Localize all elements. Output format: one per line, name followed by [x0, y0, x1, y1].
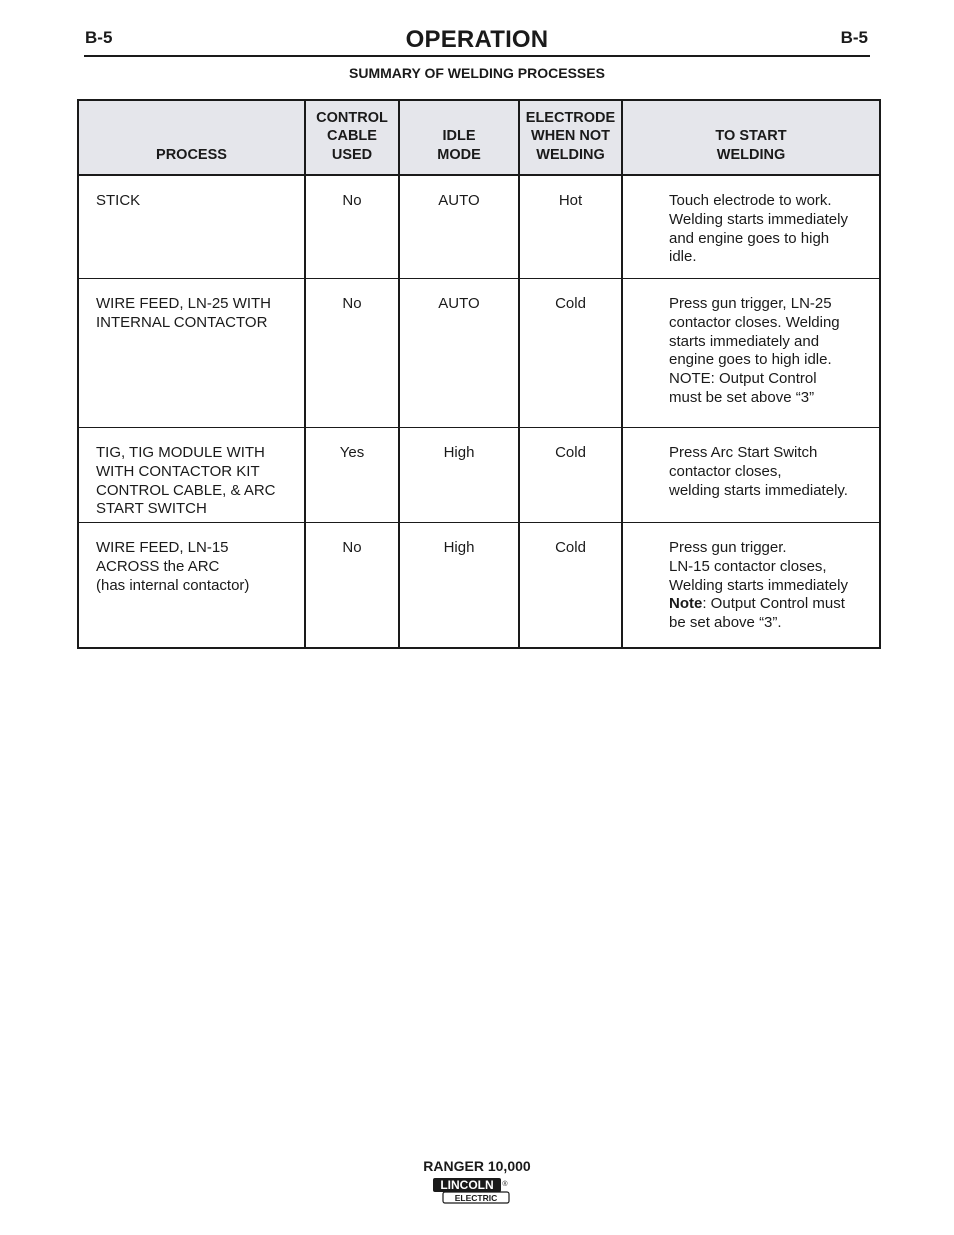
- control-cable-cell: No: [305, 175, 399, 279]
- process-cell: STICK: [78, 175, 305, 279]
- idle-mode-cell: AUTO: [399, 279, 519, 428]
- to-start-cell: Press Arc Start Switch contactor closes, welding starts immediately.: [622, 428, 880, 523]
- table-row: [78, 428, 880, 523]
- table-row: [78, 523, 880, 649]
- page-title: OPERATION: [405, 26, 549, 53]
- to-start-cell: Touch electrode to work. Welding starts immediately and engine goes to high idle.: [622, 175, 880, 279]
- page-number-right: B-5: [840, 28, 868, 47]
- logo-wordmark-bottom: ELECTRIC: [454, 1193, 498, 1203]
- column-header-idle-mode: IDLE MODE: [399, 100, 519, 175]
- electrode-cell: Hot: [519, 175, 622, 279]
- logo-registered-mark: ®: [502, 1181, 508, 1188]
- section-subtitle: SUMMARY OF WELDING PROCESSES: [349, 65, 605, 81]
- column-header-process: PROCESS: [78, 100, 305, 175]
- to-start-cell: Press gun trigger. LN-15 contactor closes, Welding starts immediately Note: Output Control must be set above “3”.: [622, 523, 880, 649]
- page-number-left: B-5: [85, 28, 113, 47]
- table-row: [78, 279, 880, 428]
- to-start-cell: Press gun trigger, LN-25 contactor closes. Welding starts immediately and engine goes to high idle. NOTE: Output Control must be set above “3”: [622, 279, 880, 428]
- table-header-row: [78, 100, 880, 175]
- column-header-electrode: ELECTRODE WHEN NOT WELDING: [519, 100, 622, 175]
- header-rule: [84, 55, 870, 57]
- welding-processes-table: [77, 99, 881, 649]
- control-cable-cell: Yes: [305, 428, 399, 523]
- note-text: : Output Control must: [702, 595, 845, 613]
- control-cable-cell: No: [305, 523, 399, 649]
- footer-model-name: RANGER 10,000: [423, 1158, 531, 1174]
- note-line: [669, 595, 869, 614]
- electrode-cell: Cold: [519, 428, 622, 523]
- electrode-cell: Cold: [519, 523, 622, 649]
- column-header-control-cable: CONTROL CABLE USED: [305, 100, 399, 175]
- idle-mode-cell: High: [399, 428, 519, 523]
- lincoln-electric-logo: [432, 1177, 512, 1205]
- logo-wordmark-top: LINCOLN: [440, 1178, 494, 1192]
- idle-mode-cell: High: [399, 523, 519, 649]
- process-cell: WIRE FEED, LN-25 WITH INTERNAL CONTACTOR: [78, 279, 305, 428]
- table-row: [78, 175, 880, 279]
- process-cell: TIG, TIG MODULE WITH WITH CONTACTOR KIT CONTROL CABLE, & ARC START SWITCH: [78, 428, 305, 523]
- process-cell: WIRE FEED, LN-15 ACROSS the ARC (has internal contactor): [78, 523, 305, 649]
- note-label: Note: [669, 595, 703, 613]
- electrode-cell: Cold: [519, 279, 622, 428]
- control-cable-cell: No: [305, 279, 399, 428]
- column-header-to-start: TO START WELDING: [622, 100, 880, 175]
- idle-mode-cell: AUTO: [399, 175, 519, 279]
